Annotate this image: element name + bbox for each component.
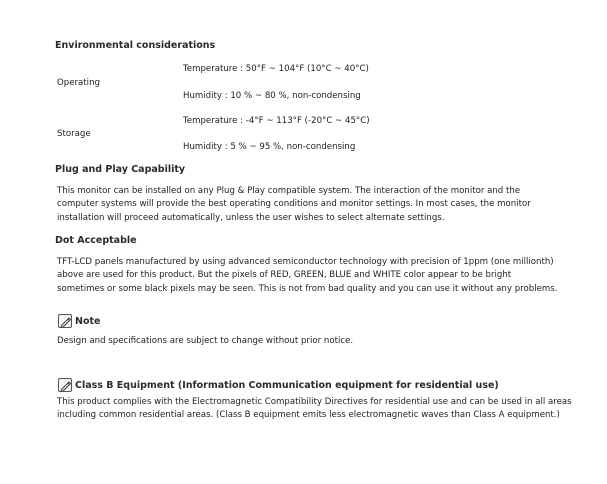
note-text: Design and specifications are subject to change without prior notice. (57, 336, 354, 346)
plug-and-play-paragraph (57, 185, 531, 225)
plug-and-play-heading: Plug and Play Capability (55, 164, 186, 175)
paragraph-line: This monitor can be installed on any Plug & Play compatible system. The interaction of the monitor and the (57, 186, 521, 196)
operating-label: Operating (57, 78, 100, 88)
class-b-paragraph (57, 396, 572, 423)
paragraph-line: This product complies with the Electromagnetic Compatibility Directives for residential use and can be used in all areas (57, 397, 572, 407)
storage-humidity: Humidity : 5 % ~ 95 %, non-condensing (183, 142, 356, 152)
class-b-title: Class B Equipment (Information Communication equipment for residential use) (75, 379, 499, 391)
paragraph-line: computer systems will provide the best operating conditions and monitor settings. In most cases, the monitor (57, 199, 531, 210)
storage-label: Storage (57, 129, 91, 139)
class-b-header (58, 378, 499, 392)
paragraph-line: installation will proceed automatically, unless the user wishes to select alternate settings. (57, 212, 445, 223)
paragraph-line: above are used for this product. But the pixels of RED, GREEN, BLUE and WHITE color appear to be bright (57, 270, 512, 281)
note-pencil-icon (58, 378, 72, 392)
note-pencil-icon (58, 314, 72, 328)
dot-acceptable-heading: Dot Acceptable (55, 235, 137, 246)
dot-acceptable-paragraph (57, 256, 557, 296)
storage-temperature: Temperature : -4°F ~ 113°F (-20°C ~ 45°C) (183, 116, 370, 126)
operating-humidity: Humidity : 10 % ~ 80 %, non-condensing (183, 91, 361, 101)
paragraph-line: TFT-LCD panels manufactured by using advanced semiconductor technology with precision of 1ppm (one millionth) (57, 257, 554, 267)
note-title: Note (75, 315, 101, 327)
paragraph-line: sometimes or some black pixels may be seen. This is not from bad quality and you can use it without any problems. (57, 283, 558, 294)
note-header (58, 314, 100, 328)
operating-temperature: Temperature : 50°F ~ 104°F (10°C ~ 40°C) (183, 64, 369, 74)
paragraph-line: including common residential areas. (Class B equipment emits less electromagnetic waves than Class A equipment.) (57, 410, 560, 421)
environmental-heading: Environmental considerations (55, 40, 216, 51)
